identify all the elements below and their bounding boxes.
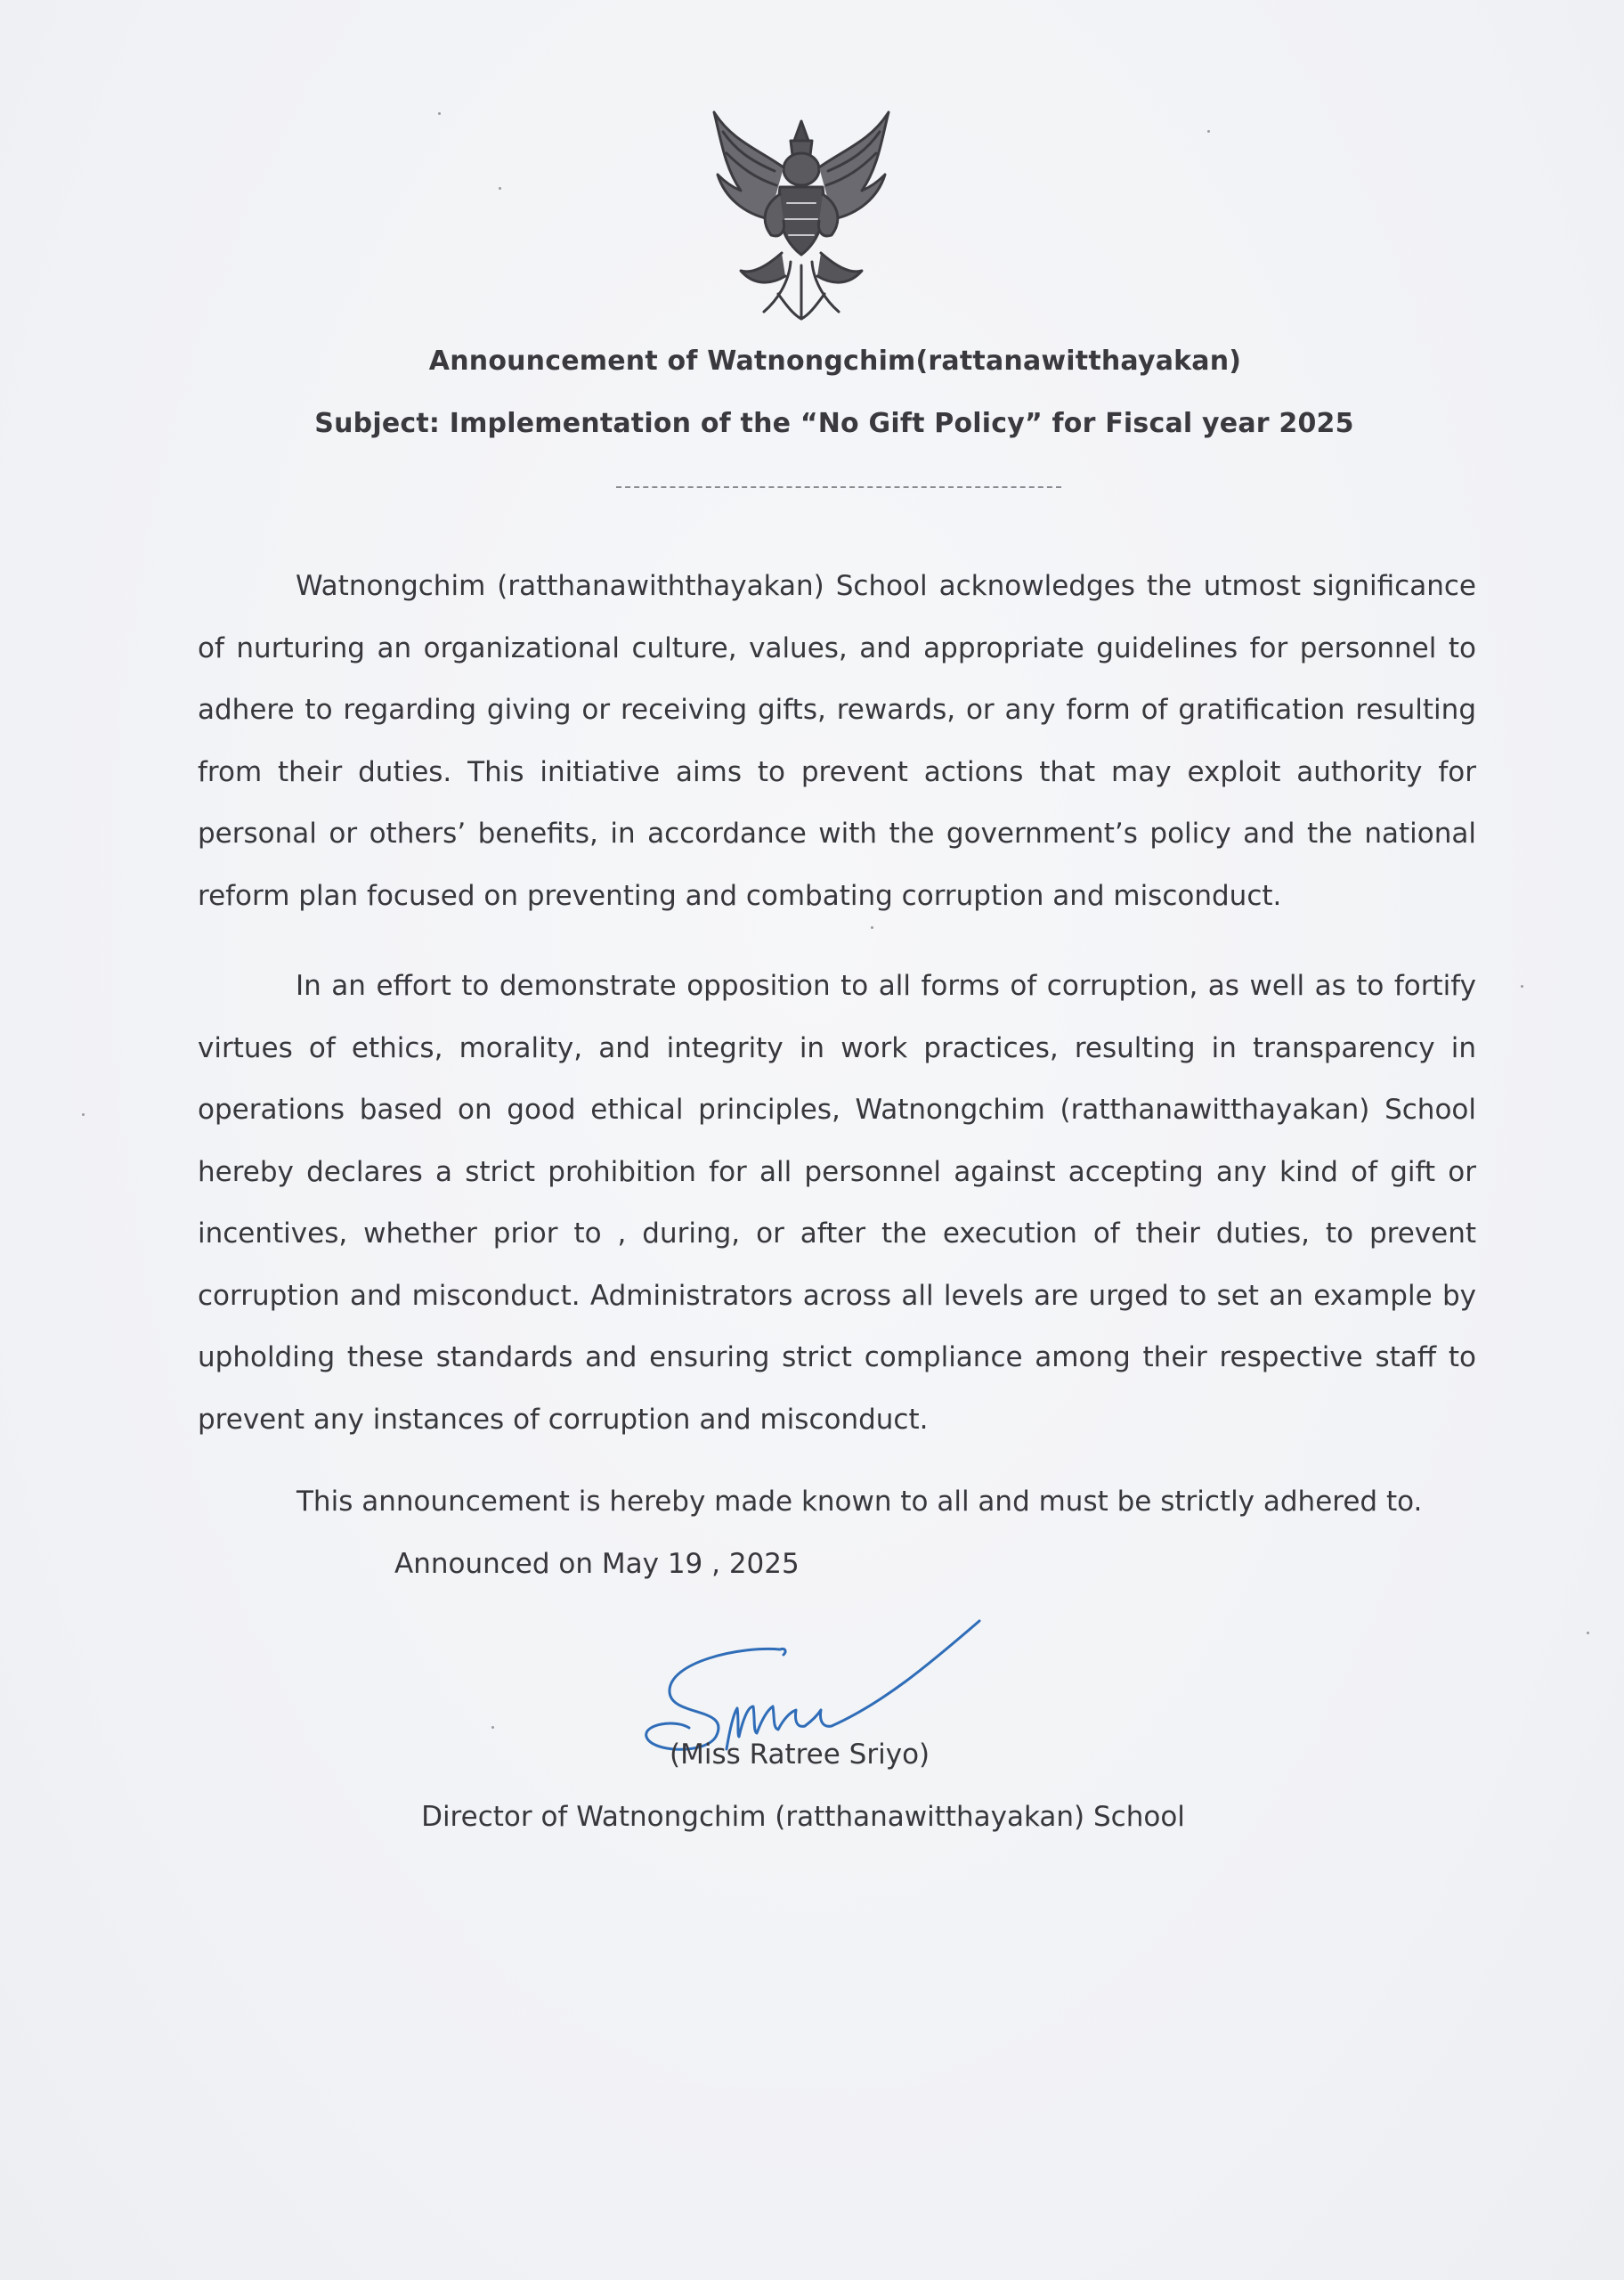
body-paragraph-1: Watnongchim (ratthanawiththayakan) School acknowledges the utmost significance of nurturing an organizational culture, values, and appropriate guidelines for personnel to adhere to regarding giving or receiving gifts, rewards, or any form of gratification resulting from their duties. This initiative aims to prevent actions that may exploit authority for personal or others’ benefits, in accordance with the government’s policy and the national reform plan focused on preventing and combating corruption and misconduct. — [198, 570, 1476, 912]
paper-speck — [1207, 130, 1210, 133]
paper-speck — [82, 1113, 85, 1116]
paper-speck — [871, 926, 873, 929]
divider — [616, 486, 1061, 488]
paper-speck — [491, 1726, 494, 1729]
body-paragraph-2: In an effort to demonstrate opposition to all forms of corruption, as well as to fortify virtues of ethics, morality, and integrity in work practices, resulting in transparency in operations based on good ethical principles, Watnongchim (ratthanawitthayakan) School hereby declares a strict prohibition for all personnel against accepting any kind of gift or incentives, whether prior to , during, or after the execution of their duties, to prevent corruption and misconduct. Administrators across all levels are urged to set an example by upholding these standards and ensuring strict compliance among their respective staff to prevent any instances of corruption and misconduct. — [198, 970, 1476, 1436]
signer-title: Director of Watnongchim (ratthanawitthayakan) School — [421, 1801, 1185, 1833]
paper-speck — [1587, 1632, 1589, 1634]
announcement-date: Announced on May 19 , 2025 — [394, 1548, 800, 1580]
signer-name: (Miss Ratree Sriyo) — [670, 1738, 930, 1771]
garuda-emblem-icon — [705, 105, 897, 324]
document-subject: Subject: Implementation of the “No Gift Policy” for Fiscal year 2025 — [314, 408, 1354, 439]
paper-speck — [438, 112, 441, 115]
document-title: Announcement of Watnongchim(rattanawitthayakan) — [428, 346, 1242, 377]
paper-speck — [1521, 985, 1523, 988]
paper-speck — [499, 187, 501, 190]
closing-statement: This announcement is hereby made known to all and must be strictly adhered to. — [296, 1486, 1423, 1518]
